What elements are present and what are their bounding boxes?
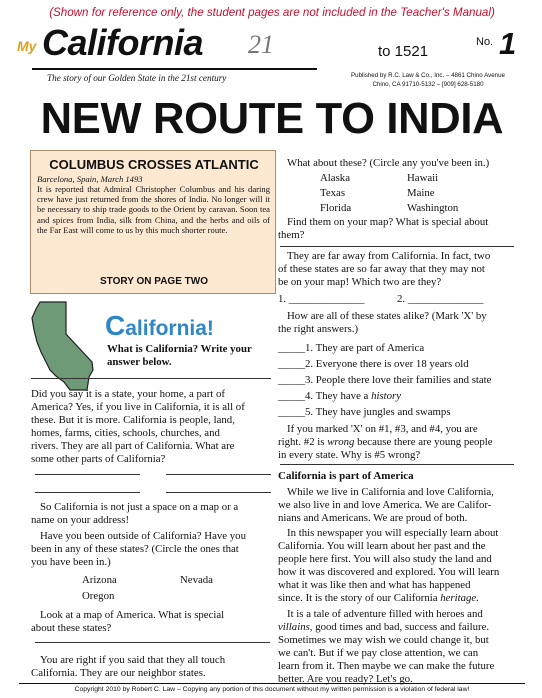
- paragraph-line: the right answers.): [278, 323, 359, 335]
- marked-text-2: because there are young people: [357, 436, 493, 448]
- paragraph-line: rivers. They are all part of California. What are: [31, 440, 235, 452]
- state-washington[interactable]: Washington: [407, 202, 459, 214]
- paragraph-line: If you marked 'X' on #1, #3, and #4, you are: [287, 423, 478, 435]
- copyright-footer: Copyright 2010 by Robert C. Law – Copying any portion of this document without my written permission is a violation of federal law!: [74, 686, 470, 693]
- masthead-rule: [32, 68, 317, 70]
- publisher-phone: Chino, CA 91710-5132 – [909] 628-5180: [372, 81, 484, 88]
- paragraph-line: what it was like then and what has happened: [278, 579, 471, 591]
- paragraph-line: Have you been outside of California? Have you: [40, 530, 246, 542]
- state-nevada[interactable]: Nevada: [180, 574, 213, 586]
- masthead-range: to 1521: [378, 43, 429, 60]
- paragraph-line: nians and Americans. We are proud of both.: [278, 512, 468, 524]
- paragraph-line: them?: [278, 229, 305, 241]
- paragraph-line: homes, farms, cities, schools, churches, and: [31, 427, 220, 439]
- paragraph-line: [278, 592, 479, 605]
- paragraph-line: How are all of these states alike? (Mark 'X' by: [287, 310, 487, 322]
- heritage-text: since. It is the story of our California: [278, 592, 438, 604]
- masthead-tagline: The story of our Golden State in the 21st century: [47, 73, 227, 83]
- california-question-2: answer below.: [107, 356, 172, 368]
- answer-line[interactable]: [31, 378, 271, 379]
- answer-line[interactable]: [280, 464, 514, 465]
- option-4-italic: history: [371, 390, 402, 402]
- issue-number-label: No.: [476, 36, 494, 48]
- state-texas[interactable]: Texas: [320, 187, 346, 199]
- state-oregon[interactable]: Oregon: [82, 590, 115, 602]
- option-2[interactable]: _____2. Everyone there is over 18 years old: [278, 358, 469, 370]
- paragraph-line: in every state. Why is #5 wrong?: [278, 449, 421, 461]
- option-4[interactable]: [278, 390, 401, 403]
- state-alaska[interactable]: Alaska: [320, 172, 350, 184]
- paragraph-line: be on your map! Which two are they?: [278, 276, 442, 288]
- paragraph-line: of these states are so far away that they may not: [278, 263, 485, 275]
- option-3[interactable]: _____3. People there love their families and state: [278, 374, 492, 386]
- section-title: California is part of America: [278, 470, 414, 482]
- paragraph-line: [278, 436, 493, 449]
- paragraph-line: America? Yes, if you live in California, it is all of: [31, 401, 245, 413]
- footer-rule: [19, 683, 525, 684]
- answer-line[interactable]: [35, 492, 140, 493]
- box-dateline: Barcelona, Spain, March 1493: [37, 174, 143, 184]
- paragraph-line: You are right if you said that they all touch: [40, 654, 226, 666]
- logo-rest: alifornia!: [125, 317, 214, 340]
- masthead-title: California: [42, 22, 204, 63]
- paragraph-line: Find them on your map? What is special about: [287, 216, 489, 228]
- california-logo: [105, 310, 214, 342]
- paragraph-line: how it was discovered and explored. You will learn: [278, 566, 500, 578]
- heritage-italic: heritage.: [440, 592, 479, 604]
- paragraph-line: It is a tale of adventure filled with heroes and: [287, 608, 483, 620]
- paragraph-line: you have been in.): [31, 556, 111, 568]
- headline: NEW ROUTE TO INDIA: [40, 95, 504, 143]
- paragraph-line: been in any of these states? (Circle the ones that: [31, 543, 239, 555]
- answer-line[interactable]: [166, 492, 271, 493]
- paragraph-line: we can't. But if we pay close attention, we can: [278, 647, 479, 659]
- paragraph-line: While we live in California and love California,: [287, 486, 494, 498]
- box-title: COLUMBUS CROSSES ATLANTIC: [49, 157, 259, 172]
- answer-line[interactable]: [280, 246, 514, 247]
- logo-cap: C: [105, 310, 126, 341]
- paragraph-line: these. But it is more. California is people, land,: [31, 414, 235, 426]
- option-5[interactable]: _____5. They have jungles and swamps: [278, 406, 451, 418]
- paragraph-line: They are far away from California. In fact, two: [287, 250, 491, 262]
- box-text: It is reported that Admiral Christopher Columbus and his daring crew have just returned from the shores of India. No longer will it be necessary to ship trade goods to the Orient by caravan. Soon tea and spices from India, silk from China, and the herbs and oils of the Far East will come to us by this much shorter route.: [37, 184, 270, 235]
- paragraph-line: better. Are you ready? Let's go.: [278, 673, 413, 685]
- paragraph-line: What about these? (Circle any you've been in.): [287, 157, 490, 169]
- paragraph-line: California. You will learn about her past and the: [278, 540, 486, 552]
- newspaper-page: [16, 0, 528, 698]
- answer-line[interactable]: [166, 474, 271, 475]
- answer-blank-1[interactable]: 1. ______________: [278, 293, 365, 305]
- state-maine[interactable]: Maine: [407, 187, 435, 199]
- paragraph-line: Look at a map of America. What is special: [40, 609, 225, 621]
- publisher-address: Published by R.C. Law & Co., Inc. – 4861 Chino Avenue: [351, 72, 505, 79]
- paragraph-line: people here first. You will also study the land and: [278, 553, 492, 565]
- columbus-news-box: [30, 150, 276, 294]
- paragraph-line: Did you say it is a state, your home, a part of: [31, 388, 226, 400]
- marked-text: right. #2 is: [278, 436, 325, 448]
- paragraph-line: some other parts of California?: [31, 453, 166, 465]
- option-4-text: _____4. They have a: [278, 390, 369, 402]
- paragraph-line: California. They are our neighbor states.: [31, 667, 206, 679]
- masthead: [16, 22, 528, 94]
- paragraph-line: learn from it. Then maybe we can make the future: [278, 660, 495, 672]
- paragraph-line: we also live in and love America. We are Califor-: [278, 499, 492, 511]
- marked-italic: wrong: [327, 436, 355, 448]
- paragraph-line: about these states?: [31, 622, 112, 634]
- state-florida[interactable]: Florida: [320, 202, 352, 214]
- reference-notice: (Shown for reference only, the student pages are not included in the Teacher's Manual): [49, 6, 495, 19]
- option-1[interactable]: _____1. They are part of America: [278, 342, 425, 354]
- paragraph-line: name on your address!: [31, 514, 130, 526]
- villains-text: good times and bad, success and failure.: [315, 621, 490, 633]
- masthead-edition: 21: [248, 30, 274, 59]
- answer-line[interactable]: [35, 474, 140, 475]
- paragraph-line: Sometimes we may wish we could change it, but: [278, 634, 489, 646]
- story-link[interactable]: STORY ON PAGE TWO: [100, 276, 208, 287]
- masthead-prefix: My: [17, 38, 37, 54]
- answer-blank-2[interactable]: 2. ______________: [397, 293, 484, 305]
- paragraph-line: [278, 621, 489, 634]
- california-question: What is California? Write your: [107, 343, 252, 355]
- paragraph-line: So California is not just a space on a map or a: [40, 501, 239, 513]
- villains-italic: villains,: [278, 621, 313, 633]
- state-arizona[interactable]: Arizona: [82, 574, 117, 586]
- issue-number: 1: [499, 26, 517, 61]
- state-hawaii[interactable]: Hawaii: [407, 172, 439, 184]
- paragraph-line: In this newspaper you will especially learn about: [287, 527, 499, 539]
- answer-line[interactable]: [35, 642, 270, 643]
